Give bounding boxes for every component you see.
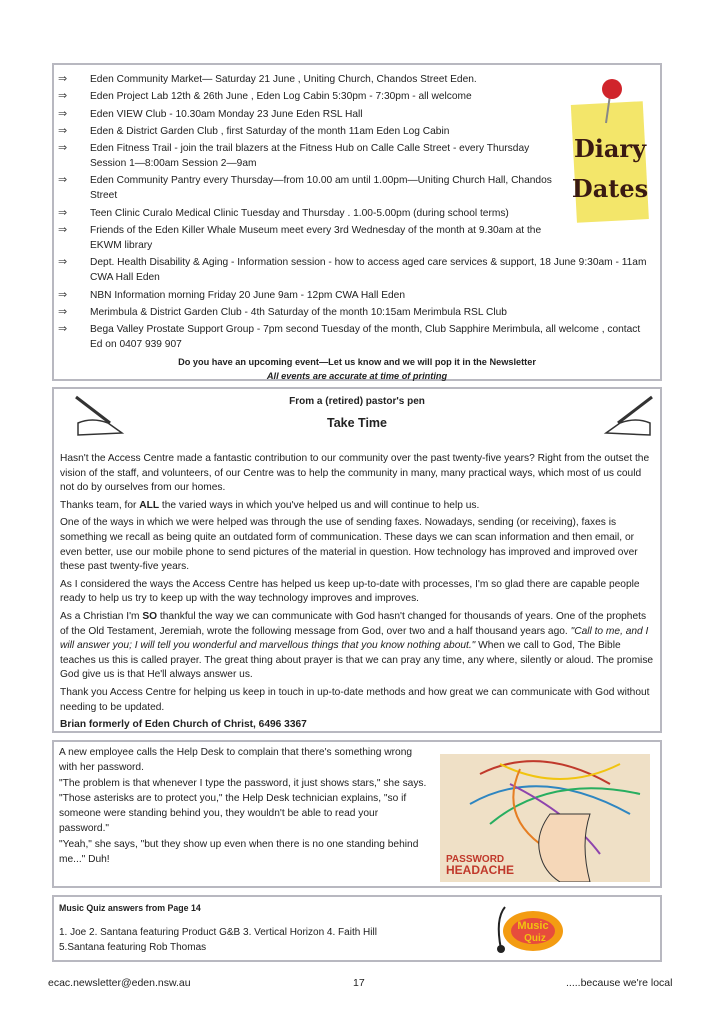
- double-arrow-right-icon: ⇒: [58, 124, 68, 137]
- paragraph: Thank you Access Centre for helping us keep in touch in up-to-date methods and how great we can communicate with God without needing to be updated.: [60, 686, 650, 713]
- double-arrow-right-icon: ⇒: [58, 224, 68, 237]
- diary-dates-box: [52, 63, 662, 381]
- joke-text: [59, 745, 429, 867]
- diary-item: ⇒ Eden Fitness Trail - join the trail blazers at the Fitness Hub on Calle Calle Street - every Thursday Session 1—8:00am Session 2—9am: [58, 142, 530, 170]
- svg-text:Quiz: Quiz: [524, 933, 546, 944]
- double-arrow-right-icon: ⇒: [58, 142, 68, 155]
- double-arrow-right-icon: ⇒: [58, 323, 68, 336]
- joke-box: [52, 740, 662, 888]
- music-quiz-logo: [491, 899, 571, 959]
- paragraph: Hasn't the Access Centre made a fantastic contribution to our community over the past twenty-five years? Right from the outset the vision of the staff, and volunteers, of our Centre was to help the community in many, many practical ways, which most of us could not do by ourselves from our homes.: [60, 453, 650, 494]
- diary-item: ⇒ Bega Valley Prostate Support Group - 7pm second Tuesday of the month, Club Sapphire Merimbula, all welcome , contact Ed on 0407 939 907: [58, 323, 641, 351]
- footer-email: ecac.newsletter@eden.nsw.au: [48, 977, 191, 989]
- svg-text:Dates: Dates: [571, 174, 649, 203]
- signature: Brian formerly of Eden Church of Christ, 6496 3367: [60, 719, 307, 731]
- diary-item: ⇒ Eden Community Pantry every Thursday—from 10.00 am until 1.00pm—Uniting Church Hall, Chandos Street: [58, 174, 552, 202]
- diary-item: ⇒ Eden VIEW Club - 10.30am Monday 23 June Eden RSL Hall: [58, 107, 363, 120]
- accuracy-note: All events are accurate at time of printing: [266, 370, 448, 381]
- pastor-pen-box: [52, 387, 662, 733]
- quill-hand-icon: [72, 393, 130, 437]
- diary-item: ⇒ Friends of the Eden Killer Whale Museum meet every 3rd Wednesday of the month at 9.30am at the EKWM library: [58, 224, 542, 252]
- joke-line: A new employee calls the Help Desk to complain that there's something wrong with her password.: [59, 747, 413, 774]
- footer-tagline: .....because we're local: [566, 977, 673, 989]
- double-arrow-right-icon: ⇒: [58, 206, 68, 219]
- diary-item: ⇒ Merimbula & District Garden Club - 4th Saturday of the month 10:15am Merimbula RSL Club: [58, 305, 507, 318]
- diary-item: ⇒ NBN Information morning Friday 20 June 9am - 12pm CWA Hall Eden: [58, 288, 406, 301]
- diary-item: ⇒ Eden Community Market— Saturday 21 June , Uniting Church, Chandos Street Eden.: [58, 73, 477, 85]
- article-title: Take Time: [327, 416, 387, 430]
- double-arrow-right-icon: ⇒: [58, 174, 68, 187]
- diary-item: ⇒ Eden Project Lab 12th & 26th June , Eden Log Cabin 5:30pm - 7:30pm - all welcome: [58, 90, 472, 103]
- svg-text:Diary: Diary: [573, 134, 647, 163]
- quill-hand-icon: [598, 393, 656, 437]
- joke-line: "The problem is that whenever I type the password, it just shows stars," she says.: [59, 777, 427, 789]
- paragraph: Thanks team, for ALL the varied ways in which you've helped us and will continue to help us.: [60, 499, 480, 511]
- double-arrow-right-icon: ⇒: [58, 256, 68, 269]
- paragraph: One of the ways in which we were helped was through the use of sending faxes. Nowadays, sending (or receiving), faxes is something we recall as being quite an outdated form of communication. These days we can scan information and then email, or even better, use our mobile phone to send pictures of the material in question. How technology has improved and improved over these past twenty-five years.: [60, 517, 638, 573]
- double-arrow-right-icon: ⇒: [58, 107, 68, 120]
- quiz-answers: 1. Joe 2. Santana featuring Product G&B 3. Vertical Horizon 4. Faith Hill 5.Santana featuring Rob Thomas: [59, 927, 377, 953]
- svg-text:Music: Music: [517, 920, 549, 932]
- paragraph: As a Christian I'm SO thankful the way we can communicate with God hasn't changed for thousands of years. One of the prophets of the Old Testament, Jeremiah, wrote the following message from God, over two and a half thousand years ago. "Call to me, and I will answer you; I will tell you wonderful and marvellous things that you know nothing about." When we call to God, The Bible teaches us this is called prayer. The great thing about prayer is that we can pray any time, any where, silently or aloud. The promise God give us is that He'll always answer us.: [60, 610, 654, 681]
- quiz-heading: Music Quiz answers from Page 14: [59, 903, 201, 913]
- page-number: 17: [353, 977, 365, 989]
- diary-item: ⇒ Teen Clinic Curalo Medical Clinic Tuesday and Thursday . 1.00-5.00pm (during school terms): [58, 206, 509, 219]
- event-note: Do you have an upcoming event—Let us know and we will pop it in the Newsletter: [178, 356, 536, 367]
- diary-item: ⇒ Eden & District Garden Club , first Saturday of the month 11am Eden Log Cabin: [58, 124, 450, 137]
- column-heading: From a (retired) pastor's pen: [289, 396, 425, 407]
- double-arrow-right-icon: ⇒: [58, 73, 68, 85]
- double-arrow-right-icon: ⇒: [58, 305, 68, 318]
- music-quiz-box: [52, 895, 662, 962]
- joke-line: "Those asterisks are to protect you," the Help Desk technician explains, "so if someone were standing behind you, they wouldn't be able to read your password.": [59, 792, 407, 835]
- diary-dates-sticky-note: [570, 75, 650, 225]
- double-arrow-right-icon: ⇒: [58, 288, 68, 301]
- joke-line: "Yeah," she says, "but they show up even when there is no one standing behind me..." Duh!: [59, 838, 419, 866]
- article-body: [54, 452, 660, 733]
- double-arrow-right-icon: ⇒: [58, 90, 68, 103]
- paragraph: As I considered the ways the Access Centre has helped us keep up-to-date with processes, I'm so glad there are capable people ready to help us try to keep up with the way technology improves and improves.: [60, 578, 640, 605]
- diary-item: ⇒ Dept. Health Disability & Aging - Information session - how to access aged care services & support, 18 June 9:30am - 11am CWA Hall Eden: [58, 256, 647, 284]
- password-headache-image: PASSWORD HEADACHE: [440, 754, 650, 882]
